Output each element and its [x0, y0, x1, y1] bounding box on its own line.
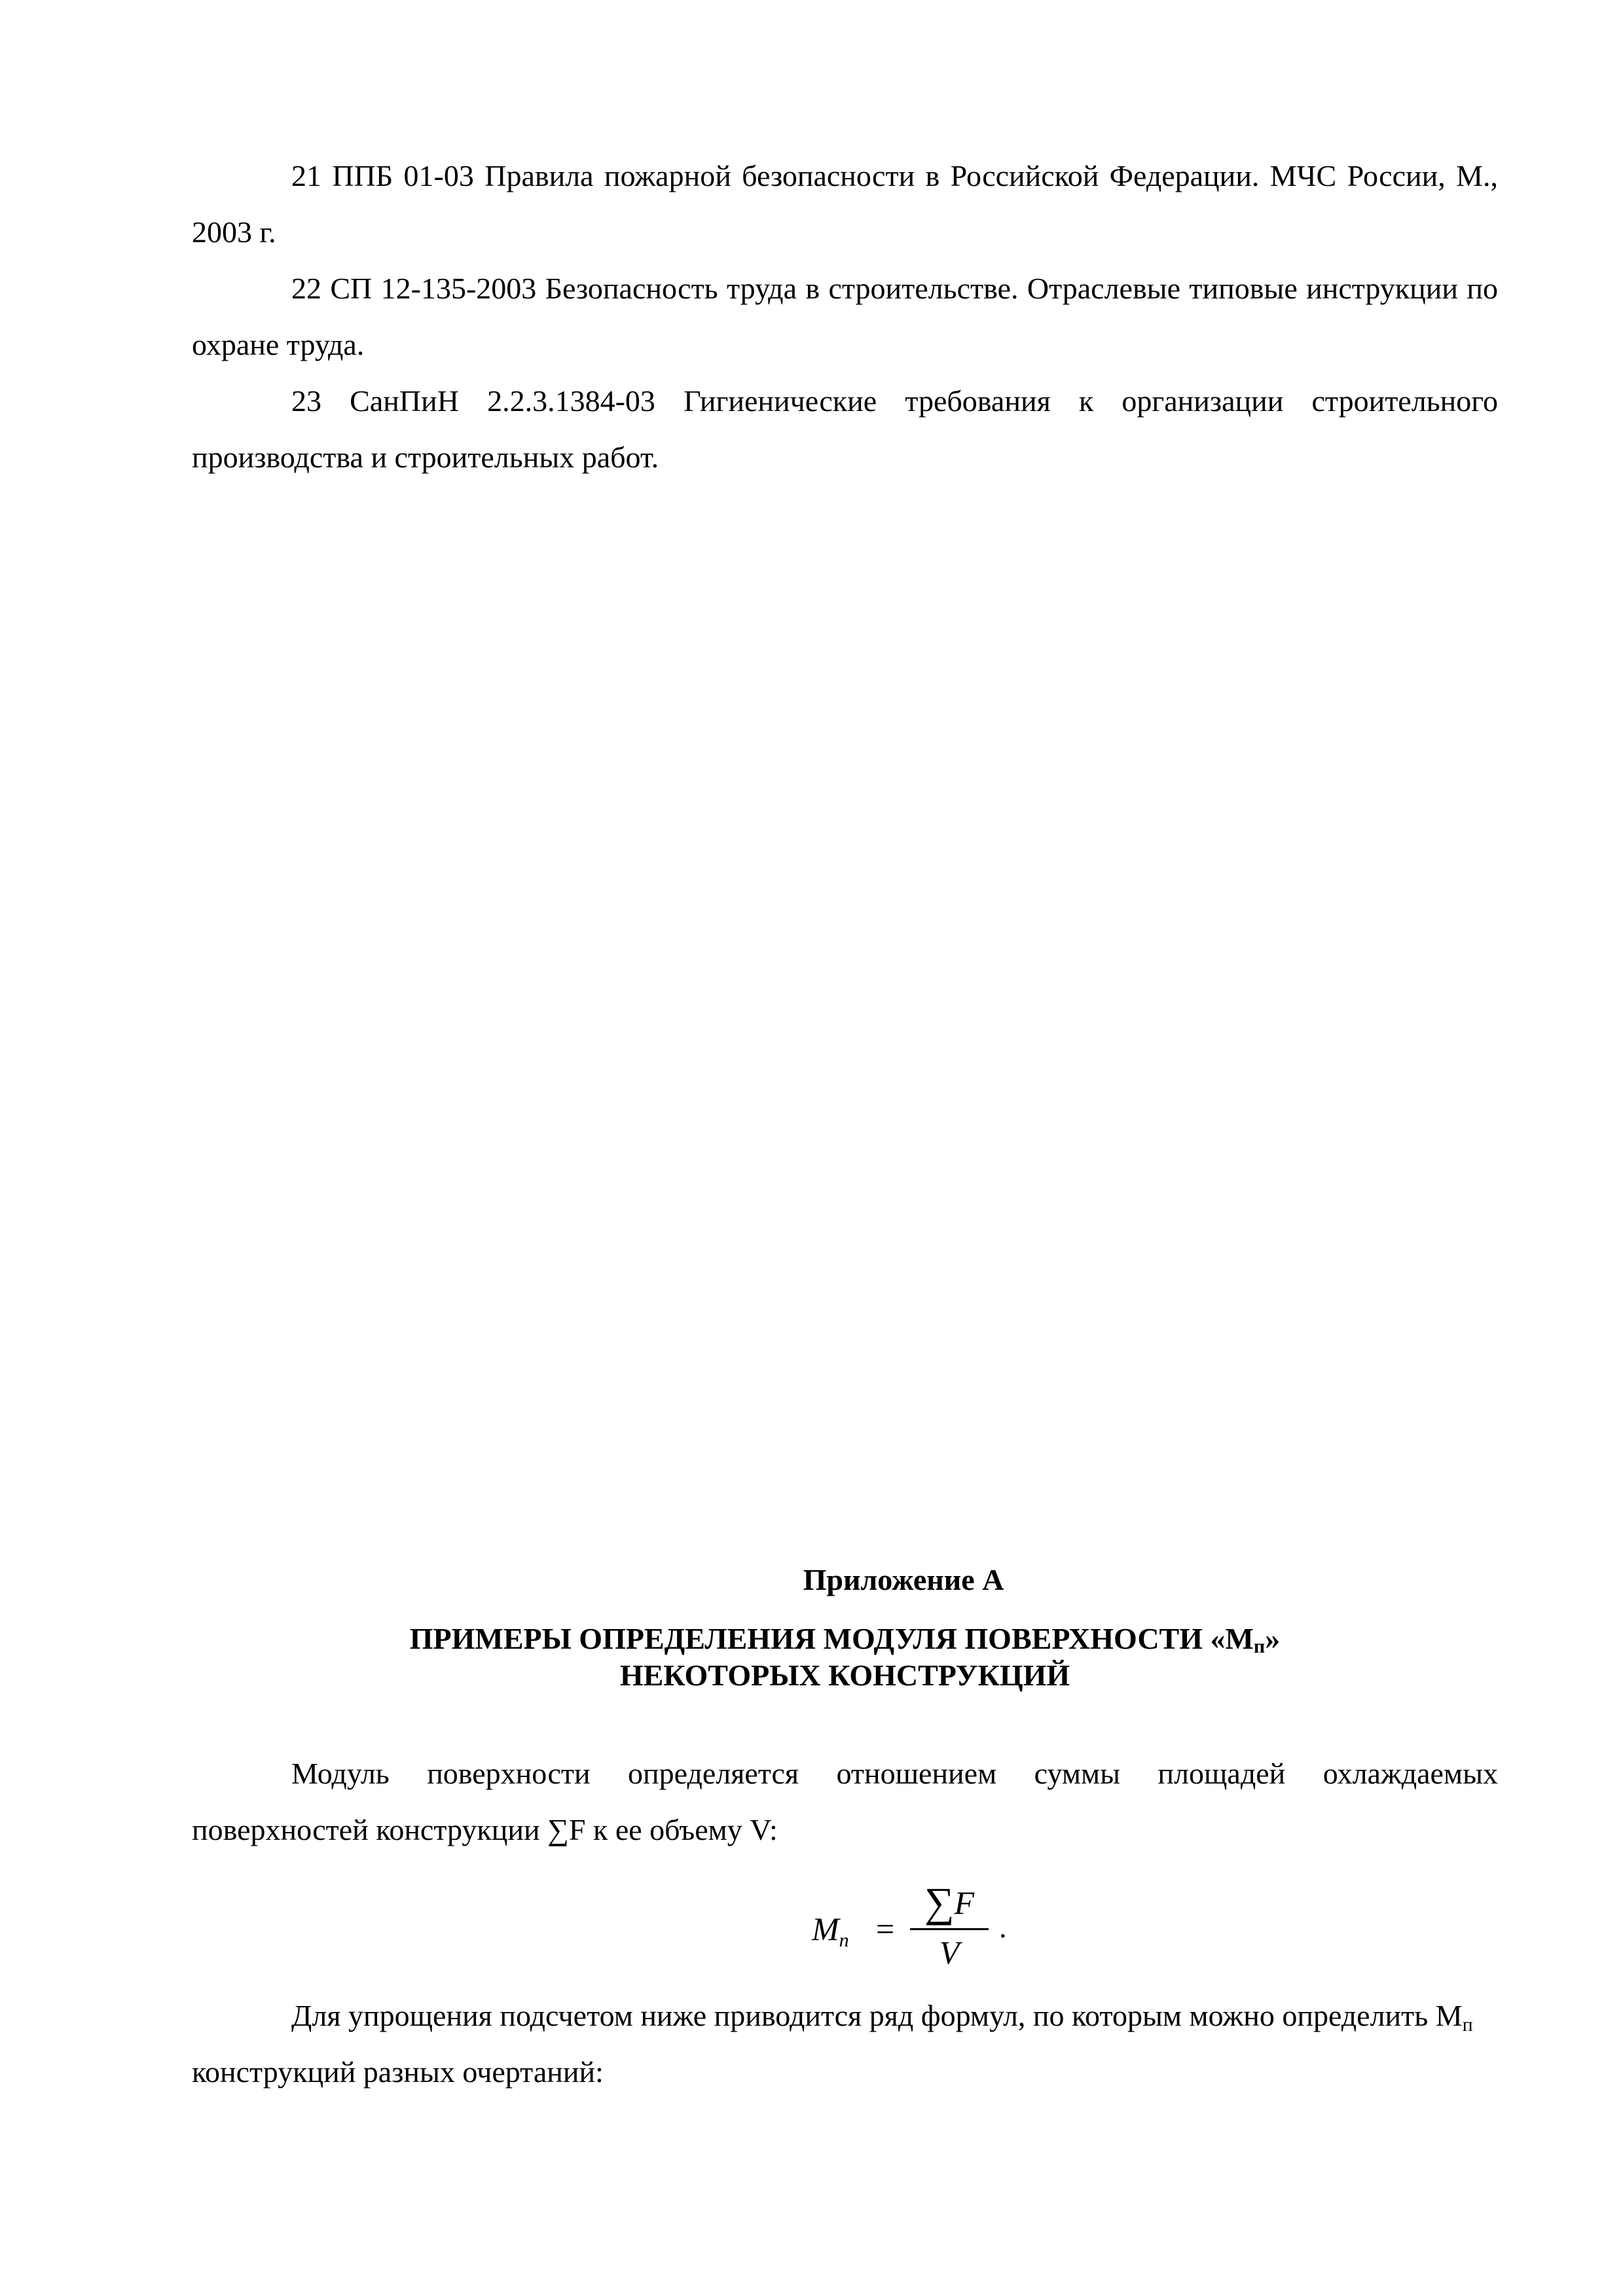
formula-numerator-var: F: [954, 1884, 975, 1921]
appendix-title: [192, 1621, 1498, 1694]
simplify-text-after: конструкций разных очертаний:: [192, 2055, 604, 2089]
appendix-title-line-2: НЕКОТОРЫХ КОНСТРУКЦИЙ: [619, 1659, 1070, 1692]
simplify-subscript: п: [1462, 2014, 1473, 2036]
surface-modulus-formula: [799, 1878, 1021, 1977]
appendix-title-closing-quote: »: [1265, 1622, 1281, 1655]
formula-lhs-symbol: M: [812, 1910, 839, 1947]
formula-period: .: [999, 1910, 1007, 1944]
formula-fraction-bar: [910, 1928, 989, 1930]
formula-sigma: ∑: [924, 1879, 955, 1926]
appendix-title-line-1: [192, 1621, 1498, 1657]
reference-21: 21 ППБ 01-03 Правила пожарной безопасности в Российской Федерации. МЧС России, М., 2003 г.: [192, 159, 1498, 249]
formula-denominator: V: [939, 1934, 960, 1971]
formula-lhs-subscript: n: [839, 1929, 849, 1951]
simplify-paragraph: [192, 1988, 1498, 2100]
appendix-label: Приложение А: [803, 1563, 1004, 1596]
intro-paragraph: Модуль поверхности определяется отношением суммы площадей охлаждаемых поверхностей конструкции ∑F к ее объему V:: [192, 1757, 1498, 1846]
reference-23: 23 СанПиН 2.2.3.1384-03 Гигиенические требования к организации строительного производства и строительных работ.: [192, 384, 1498, 474]
simplify-text-before: Для упрощения подсчетом ниже приводится ряд формул, по которым можно определить М: [291, 1999, 1463, 2032]
formula-numerator: [910, 1878, 989, 1927]
appendix-title-subscript: п: [1253, 1636, 1266, 1657]
reference-22: 22 СП 12-135-2003 Безопасность труда в строительстве. Отраслевые типовые инструкции по охране труда.: [192, 272, 1498, 361]
appendix-title-text: ПРИМЕРЫ ОПРЕДЕЛЕНИЯ МОДУЛЯ ПОВЕРХНОСТИ «М: [409, 1622, 1254, 1655]
formula-lhs: [812, 1910, 849, 1951]
formula-equals: =: [876, 1910, 895, 1947]
